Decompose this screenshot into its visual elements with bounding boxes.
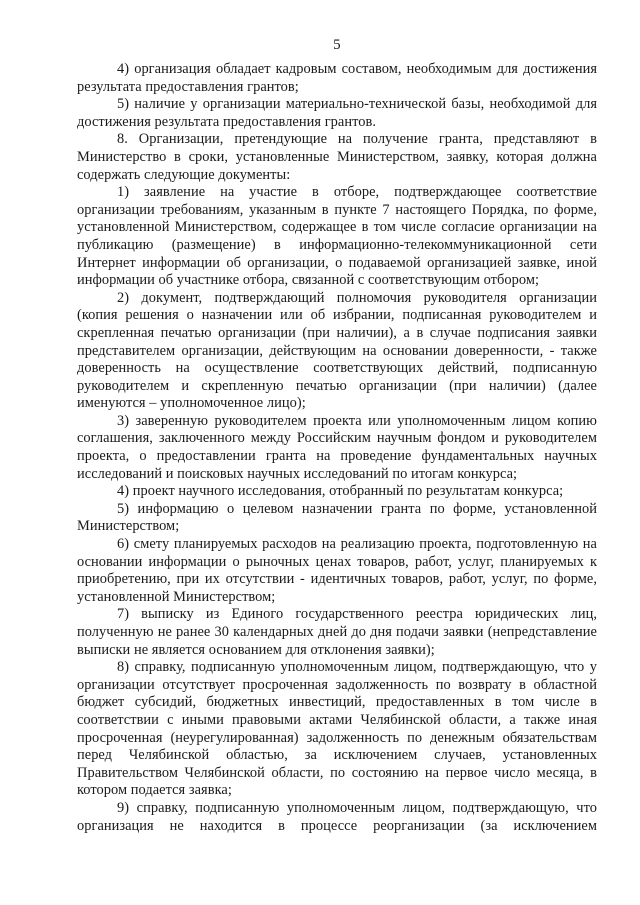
document-page <box>77 36 597 835</box>
paragraph-requirement-5: 5) наличие у организации материально-технической базы, необходимой для достижения результата предоставления грантов. <box>77 96 597 130</box>
paragraph-doc-6: 6) смету планируемых расходов на реализацию проекта, подготовленную на основании информации о рыночных ценах товаров, работ, услуг, планируемых к приобретению, при их отсутствии - идентичных товаров, работ, услуг, по форме, установленной Министерством; <box>77 536 597 605</box>
paragraph-doc-9: 9) справку, подписанную уполномоченным лицом, подтверждающую, что организация не находится в процессе реорганизации (за исключением <box>77 799 597 834</box>
paragraph-doc-2: 2) документ, подтверждающий полномочия руководителя организации (копия решения о назначении или об избрании, подписанная руководителем и скрепленная печатью организации (при наличии), а в случае подписания заявки представителем организации, действующим на основании доверенности, - также доверенность на осуществление соответствующих действий, подписанную руководителем и скрепленную печатью организации (при наличии) (далее именуются – уполномоченное лицо); <box>77 289 597 412</box>
paragraph-doc-4: 4) проект научного исследования, отобранный по результатам конкурса; <box>117 483 564 500</box>
paragraph-doc-1: 1) заявление на участие в отборе, подтверждающее соответствие организации требованиям, указанным в пункте 7 настоящего Порядка, по форме, установленной Министерством, содержащее в том числе согласие организации на публикацию (размещение) в информационно-телекоммуникационной сети Интернет информации об организации, о подаваемой организацией заявке, иной информации об участнике отбора, связанной с соответствующим отбором; <box>77 184 597 289</box>
page-number: 5 <box>333 37 341 53</box>
paragraph-doc-3: 3) заверенную руководителем проекта или уполномоченным лицом копию соглашения, заключенного между Российским научным фондом и руководителем проекта, о предоставлении гранта на проведение фундаментальных научных исследований и поисковых научных исследований по итогам конкурса; <box>77 412 597 482</box>
paragraph-section-8: 8. Организации, претендующие на получение гранта, представляют в Министерство в сроки, установленные Министерством, заявку, которая должна содержать следующие документы: <box>77 131 597 183</box>
paragraph-doc-7: 7) выписку из Единого государственного реестра юридических лиц, полученную не ранее 30 календарных дней до дня подачи заявки (непредставление выписки не является основанием для отклонения заявки); <box>77 606 597 658</box>
paragraph-doc-5: 5) информацию о целевом назначении гранта по форме, установленной Министерством; <box>77 500 597 535</box>
paragraph-requirement-4: 4) организация обладает кадровым составом, необходимым для достижения результата предоставления грантов; <box>77 61 597 95</box>
paragraph-doc-8: 8) справку, подписанную уполномоченным лицом, подтверждающую, что у организации отсутствует просроченная задолженность по возврату в областной бюджет субсидий, бюджетных инвестиций, предоставленных в том числе в соответствии с иными правовыми актами Челябинской области, а также иная просроченная (неурегулированная) задолженность по денежным обязательствам перед Челябинской областью, за исключением случаев, установленных Правительством Челябинской области, по состоянию на первое число месяца, в котором подается заявка; <box>77 659 597 799</box>
